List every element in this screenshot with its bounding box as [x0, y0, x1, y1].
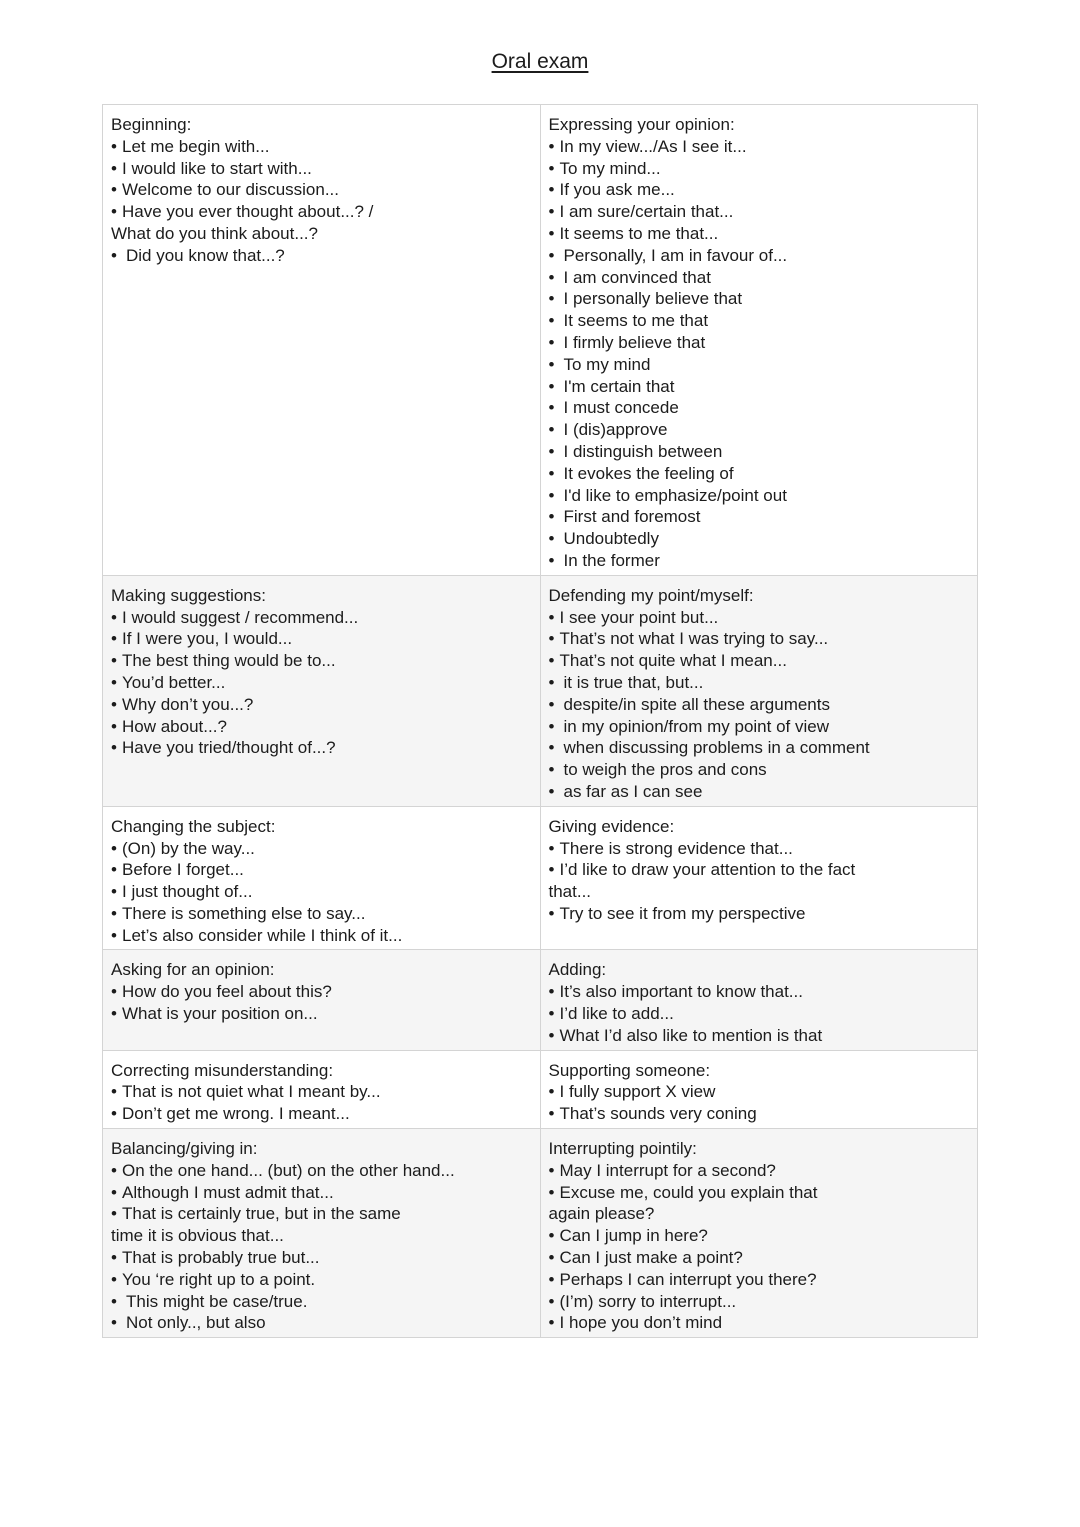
phrase-item [111, 881, 532, 903]
bullet-icon: • [111, 716, 117, 736]
phrase-text: How about...? [122, 716, 227, 736]
section-heading: Supporting someone: [548, 1060, 711, 1080]
bullet-icon: • [548, 158, 555, 178]
phrase-item [111, 838, 532, 860]
phrase-text: I'd like to emphasize/point out [563, 485, 787, 505]
phrase-text: Can I just make a point? [559, 1248, 743, 1268]
phrase-text: It seems to me that [563, 311, 709, 331]
phrase-text: You’d better... [122, 672, 226, 692]
phrase-text: Let me begin with... [122, 136, 270, 156]
bullet-icon: • [548, 529, 555, 549]
bullet-icon: • [548, 398, 555, 418]
section-heading: Defending my point/myself: [548, 585, 754, 605]
phrase-text: Let’s also consider while I think of it... [122, 925, 403, 945]
phrase-item [549, 485, 970, 507]
bullet-icon: • [548, 1269, 555, 1289]
bullet-icon: • [548, 136, 555, 156]
phrase-item [111, 925, 532, 947]
phrase-item [111, 245, 532, 267]
phrase-item [549, 288, 970, 310]
phrase-item [549, 506, 970, 528]
page-title: Oral exam [491, 50, 589, 73]
bullet-icon: • [548, 1182, 555, 1202]
bullet-icon: • [111, 982, 117, 1002]
table-cell [540, 806, 978, 950]
bullet-icon: • [548, 629, 555, 649]
bullet-icon: • [548, 781, 555, 801]
phrase-text: Welcome to our discussion... [122, 180, 339, 200]
bullet-icon: • [548, 651, 555, 671]
phrase-text: Excuse me, could you explain that [559, 1182, 818, 1202]
phrase-item [549, 1003, 970, 1025]
phrase-text: What I’d also like to mention is that [559, 1025, 823, 1045]
phrase-text: First and foremost [563, 507, 701, 527]
bullet-icon: • [548, 507, 555, 527]
phrase-item [549, 550, 970, 572]
bullet-icon: • [111, 838, 117, 858]
phrase-item [549, 136, 970, 158]
phrase-item [549, 223, 970, 245]
section-heading: Beginning: [111, 115, 192, 134]
phrase-item [549, 716, 970, 738]
phrase-item [111, 1247, 532, 1269]
bullet-icon: • [548, 245, 555, 265]
phrase-item [111, 716, 532, 738]
phrase-item [549, 694, 970, 716]
phrase-text: May I interrupt for a second? [559, 1160, 776, 1180]
bullet-icon: • [111, 158, 117, 178]
phrase-text: I fully support X view [559, 1082, 716, 1102]
bullet-icon: • [548, 376, 555, 396]
bullet-icon: • [548, 1160, 555, 1180]
phrase-item [549, 903, 970, 925]
phrase-text: time it is obvious that... [111, 1226, 284, 1246]
phrase-text: Don’t get me wrong. I meant... [122, 1104, 350, 1124]
bullet-icon: • [548, 860, 555, 880]
bullet-icon: • [548, 354, 555, 374]
phrase-text: despite/in spite all these arguments [563, 694, 830, 714]
phrase-item [549, 628, 970, 650]
phrase-text: I hope you don’t mind [559, 1313, 723, 1333]
phrase-text: I am convinced that [563, 267, 711, 287]
phrase-item [111, 607, 532, 629]
bullet-icon: • [111, 245, 117, 265]
phrase-item [549, 267, 970, 289]
bullet-icon: • [548, 716, 555, 736]
section-heading: Asking for an opinion: [111, 960, 275, 980]
table-cell [103, 105, 541, 576]
bullet-icon: • [548, 1313, 555, 1333]
phrase-item [549, 376, 970, 398]
bullet-icon: • [111, 1082, 117, 1102]
phrase-text: (On) by the way... [122, 838, 255, 858]
phrase-text: This might be case/true. [126, 1291, 308, 1311]
bullet-icon: • [548, 463, 555, 483]
bullet-icon: • [111, 1204, 117, 1224]
bullet-icon: • [548, 738, 555, 758]
section-heading: Interrupting pointily: [548, 1139, 697, 1159]
phrase-text: I would like to start with... [122, 158, 312, 178]
phrase-text: On the one hand... (but) on the other hand... [122, 1160, 455, 1180]
phrase-item [111, 1182, 532, 1204]
phrase-text: I must concede [563, 398, 679, 418]
bullet-icon: • [548, 1291, 555, 1311]
phrase-item [549, 838, 970, 860]
phrase-text: That’s sounds very coning [559, 1104, 757, 1124]
phrase-text: If you ask me... [559, 180, 675, 200]
table-row [103, 575, 978, 806]
phrases-table-body [103, 105, 978, 1338]
phrase-item [549, 1182, 970, 1204]
section-heading: Changing the subject: [111, 816, 276, 836]
phrase-text: How do you feel about this? [122, 982, 332, 1002]
bullet-icon: • [111, 1104, 117, 1124]
phrase-text: Can I jump in here? [559, 1226, 708, 1246]
phrase-text: In the former [563, 550, 660, 570]
phrase-text: when discussing problems in a comment [563, 738, 870, 758]
phrase-text: Perhaps I can interrupt you there? [559, 1269, 817, 1289]
table-cell [103, 806, 541, 950]
table-cell [540, 950, 978, 1050]
bullet-icon: • [111, 1313, 117, 1333]
bullet-icon: • [111, 1182, 117, 1202]
table-cell [103, 575, 541, 806]
phrase-item [549, 1025, 970, 1047]
table-cell [540, 1129, 978, 1338]
phrase-item [549, 737, 970, 759]
phrase-text: again please? [548, 1204, 655, 1224]
phrase-text: I’d like to add... [559, 1004, 674, 1024]
bullet-icon: • [111, 202, 117, 222]
table-row [103, 1050, 978, 1128]
phrase-item [549, 179, 970, 201]
phrase-item [111, 1269, 532, 1291]
table-cell [103, 950, 541, 1050]
phrase-text: In my view.../As I see it... [559, 136, 747, 156]
phrase-text: it is true that, but... [563, 672, 704, 692]
bullet-icon: • [111, 180, 117, 200]
phrase-item [549, 463, 970, 485]
phrase-text: I just thought of... [122, 882, 253, 902]
bullet-icon: • [548, 311, 555, 331]
phrase-text: It evokes the feeling of [563, 463, 734, 483]
phrase-item [111, 136, 532, 158]
phrase-item [111, 179, 532, 201]
phrase-item [549, 759, 970, 781]
bullet-icon: • [548, 1248, 555, 1268]
phrase-text: Did you know that...? [126, 245, 285, 265]
phrase-text: as far as I can see [563, 781, 703, 801]
bullet-icon: • [111, 860, 117, 880]
bullet-icon: • [548, 420, 555, 440]
phrase-item [549, 859, 970, 881]
phrase-item [549, 1103, 970, 1125]
phrase-text: That is certainly true, but in the same [122, 1204, 401, 1224]
phrase-text: Although I must admit that... [122, 1182, 334, 1202]
phrase-item [111, 672, 532, 694]
bullet-icon: • [111, 1291, 117, 1311]
table-row [103, 105, 978, 576]
bullet-icon: • [111, 738, 117, 758]
phrase-item [549, 1160, 970, 1182]
phrase-text: What do you think about...? [111, 223, 318, 243]
table-cell [540, 575, 978, 806]
phrase-item [111, 158, 532, 180]
bullet-icon: • [548, 289, 555, 309]
section-heading: Balancing/giving in: [111, 1139, 258, 1159]
table-cell [103, 1129, 541, 1338]
phrase-text: To my mind [563, 354, 651, 374]
phrase-text: (I’m) sorry to interrupt... [559, 1291, 737, 1311]
phrase-item [111, 1312, 532, 1334]
bullet-icon: • [111, 672, 117, 692]
bullet-icon: • [548, 1226, 555, 1246]
bullet-icon: • [111, 607, 117, 627]
bullet-icon: • [548, 1082, 555, 1102]
phrase-text: Try to see it from my perspective [559, 903, 806, 923]
bullet-icon: • [111, 136, 117, 156]
phrase-item [549, 1081, 970, 1103]
bullet-icon: • [111, 1248, 117, 1268]
table-cell [540, 1050, 978, 1128]
phrase-item [111, 1103, 532, 1125]
bullet-icon: • [111, 1269, 117, 1289]
bullet-icon: • [111, 925, 117, 945]
phrase-text: Before I forget... [122, 860, 244, 880]
phrase-item [111, 223, 532, 245]
bullet-icon: • [548, 202, 555, 222]
phrase-item [549, 201, 970, 223]
table-row [103, 950, 978, 1050]
phrase-text: Have you tried/thought of...? [122, 738, 336, 758]
phrase-item [549, 1225, 970, 1247]
phrase-item [549, 158, 970, 180]
phrase-text: I firmly believe that [563, 332, 706, 352]
section-heading: Correcting misunderstanding: [111, 1060, 334, 1080]
bullet-icon: • [548, 672, 555, 692]
bullet-icon: • [111, 694, 117, 714]
phrase-text: Undoubtedly [563, 529, 659, 549]
phrase-item [549, 1203, 970, 1225]
section-heading: Expressing your opinion: [548, 115, 735, 134]
phrase-item [549, 981, 970, 1003]
phrase-text: to weigh the pros and cons [563, 760, 767, 780]
phrase-item [111, 737, 532, 759]
phrase-item [549, 1312, 970, 1334]
bullet-icon: • [548, 267, 555, 287]
phrase-text: I'm certain that [563, 376, 675, 396]
phrase-text: in my opinion/from my point of view [563, 716, 829, 736]
phrase-text: It seems to me that... [559, 223, 719, 243]
phrase-text: It’s also important to know that... [559, 982, 803, 1002]
phrase-item [549, 528, 970, 550]
bullet-icon: • [548, 485, 555, 505]
phrase-text: To my mind... [559, 158, 661, 178]
phrase-text: I (dis)approve [563, 420, 668, 440]
phrase-item [111, 1225, 532, 1247]
phrase-item [549, 781, 970, 803]
phrase-item [111, 201, 532, 223]
bullet-icon: • [111, 1160, 117, 1180]
bullet-icon: • [111, 629, 117, 649]
phrase-item [549, 672, 970, 694]
phrase-text: That is probably true but... [122, 1248, 320, 1268]
phrase-text: There is strong evidence that... [559, 838, 793, 858]
phrase-text: That’s not quite what I mean... [559, 651, 787, 671]
phrase-item [111, 650, 532, 672]
phrases-table [102, 104, 978, 1338]
phrase-item [549, 245, 970, 267]
bullet-icon: • [111, 1004, 117, 1024]
phrase-item [111, 694, 532, 716]
phrase-text: You ‘re right up to a point. [122, 1269, 316, 1289]
phrase-item [111, 1081, 532, 1103]
phrase-text: I distinguish between [563, 441, 723, 461]
phrase-text: That is not quiet what I meant by... [122, 1082, 381, 1102]
phrase-item [549, 881, 970, 903]
phrase-item [111, 1160, 532, 1182]
bullet-icon: • [548, 982, 555, 1002]
bullet-icon: • [548, 903, 555, 923]
bullet-icon: • [548, 607, 555, 627]
phrase-item [549, 332, 970, 354]
bullet-icon: • [548, 838, 555, 858]
bullet-icon: • [548, 550, 555, 570]
phrase-item [549, 1269, 970, 1291]
table-cell [103, 1050, 541, 1128]
phrase-text: Personally, I am in favour of... [563, 245, 788, 265]
phrase-item [549, 419, 970, 441]
phrase-item [111, 903, 532, 925]
phrase-item [549, 310, 970, 332]
bullet-icon: • [548, 1104, 555, 1124]
phrase-text: The best thing would be to... [122, 651, 336, 671]
phrase-text: I am sure/certain that... [559, 202, 734, 222]
table-row [103, 806, 978, 950]
phrase-text: If I were you, I would... [122, 629, 293, 649]
phrase-item [549, 441, 970, 463]
bullet-icon: • [548, 760, 555, 780]
phrase-item [111, 1003, 532, 1025]
bullet-icon: • [548, 1004, 555, 1024]
bullet-icon: • [111, 651, 117, 671]
phrase-text: I see your point but... [559, 607, 719, 627]
phrase-text: What is your position on... [122, 1004, 318, 1024]
phrase-text: I would suggest / recommend... [122, 607, 359, 627]
table-cell [540, 105, 978, 576]
section-heading: Adding: [548, 960, 607, 980]
phrase-text: There is something else to say... [122, 903, 366, 923]
bullet-icon: • [548, 694, 555, 714]
phrase-item [111, 628, 532, 650]
bullet-icon: • [111, 903, 117, 923]
bullet-icon: • [548, 1025, 555, 1045]
phrase-text: I’d like to draw your attention to the fact [559, 860, 856, 880]
phrase-item [549, 1291, 970, 1313]
phrase-item [111, 859, 532, 881]
phrase-item [549, 650, 970, 672]
bullet-icon: • [548, 180, 555, 200]
phrase-text: Not only.., but also [126, 1313, 266, 1333]
phrase-text: I personally believe that [563, 289, 743, 309]
phrase-item [111, 1291, 532, 1313]
phrase-item [549, 354, 970, 376]
phrase-text: that... [548, 882, 592, 902]
phrase-text: That’s not what I was trying to say... [559, 629, 829, 649]
phrase-text: Have you ever thought about...? / [122, 202, 374, 222]
phrase-item [549, 1247, 970, 1269]
phrase-item [111, 981, 532, 1003]
phrase-item [111, 1203, 532, 1225]
table-row [103, 1129, 978, 1338]
phrase-item [549, 397, 970, 419]
phrase-text: Why don’t you...? [122, 694, 254, 714]
section-heading: Making suggestions: [111, 585, 266, 605]
bullet-icon: • [111, 882, 117, 902]
bullet-icon: • [548, 441, 555, 461]
bullet-icon: • [548, 223, 555, 243]
section-heading: Giving evidence: [548, 816, 675, 836]
phrase-item [549, 607, 970, 629]
bullet-icon: • [548, 332, 555, 352]
